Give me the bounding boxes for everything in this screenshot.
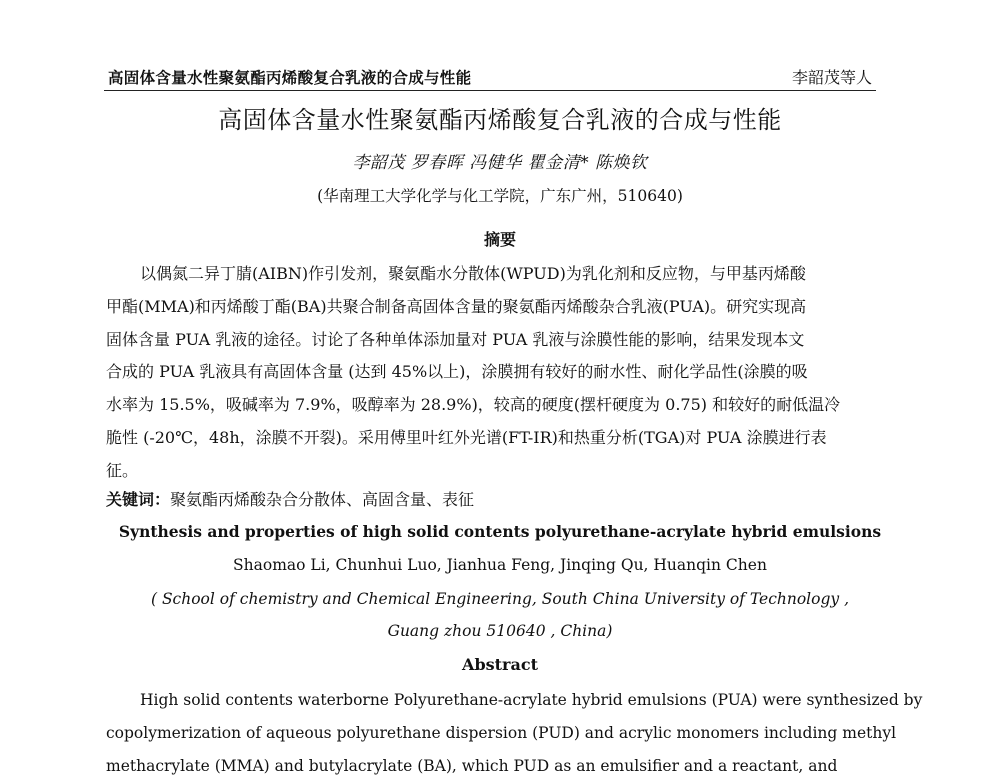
chinese-abstract-line: 甲酯(MMA)和丙烯酸丁酯(BA)共聚合制备高固体含量的聚氨酯丙烯酸杂合乳液(PUA)。研究实现高 (106, 296, 807, 316)
chinese-abstract-line: 征。 (106, 460, 139, 480)
running-head-authors: 李韶茂等人 (791, 68, 872, 87)
english-abstract-body (106, 684, 923, 775)
chinese-title: 高固体含量水性聚氨酯丙烯酸复合乳液的合成与性能 (218, 106, 782, 134)
keywords-text: 聚氨酯丙烯酸杂合分散体、高固含量、表征 (170, 490, 475, 509)
english-affiliation-line-2: Guang zhou 510640 , China) (387, 622, 613, 640)
chinese-abstract-line: 水率为 15.5%，吸碱率为 7.9%，吸醇率为 28.9%)，较高的硬度(摆杆硬度为 0.75) 和较好的耐低温冷 (106, 395, 841, 415)
english-abstract-line: High solid contents waterborne Polyurethane-acrylate hybrid emulsions (PUA) were synthesized by (140, 691, 923, 709)
chinese-abstract-body (106, 258, 880, 488)
running-header (104, 62, 876, 91)
chinese-abstract-line: 脆性 (-20℃，48h，涂膜不开裂)。采用傅里叶红外光谱(FT-IR)和热重分析(TGA)对 PUA 涂膜进行表 (106, 427, 827, 447)
keywords-label: 关键词： (106, 490, 171, 509)
chinese-authors: 李韶茂 罗春晖 冯健华 瞿金清* 陈焕钦 (352, 153, 648, 173)
english-title: Synthesis and properties of high solid contents polyurethane-acrylate hybrid emulsions (118, 522, 882, 541)
chinese-abstract-line: 合成的 PUA 乳液具有高固体含量 (达到 45%以上)，涂膜拥有较好的耐水性、耐化学品性(涂膜的吸 (106, 362, 808, 382)
chinese-abstract-line: 以偶氮二异丁腈(AIBN)作引发剂，聚氨酯水分散体(WPUD)为乳化剂和反应物，与甲基丙烯酸 (140, 264, 806, 283)
chinese-affiliation: (华南理工大学化学与化工学院，广东广州，510640) (317, 187, 683, 205)
running-head-title: 高固体含量水性聚氨酯丙烯酸复合乳液的合成与性能 (108, 68, 472, 87)
english-affiliation-line-1: ( School of chemistry and Chemical Engineering, South China University of Technology , (150, 590, 850, 608)
chinese-abstract-heading: 摘要 (483, 230, 516, 249)
english-abstract-heading: Abstract (462, 655, 538, 674)
english-authors: Shaomao Li, Chunhui Luo, Jianhua Feng, Jinqing Qu, Huanqin Chen (233, 556, 767, 574)
english-abstract-line: copolymerization of aqueous polyurethane dispersion (PUD) and acrylic monomers including methyl (106, 724, 897, 742)
english-abstract-line: methacrylate (MMA) and butylacrylate (BA), which PUD as an emulsifier and a reactant, and (106, 757, 838, 775)
chinese-keywords (106, 487, 474, 510)
chinese-abstract-line: 固体含量 PUA 乳液的途径。讨论了各种单体添加量对 PUA 乳液与涂膜性能的影响，结果发现本文 (106, 329, 805, 349)
